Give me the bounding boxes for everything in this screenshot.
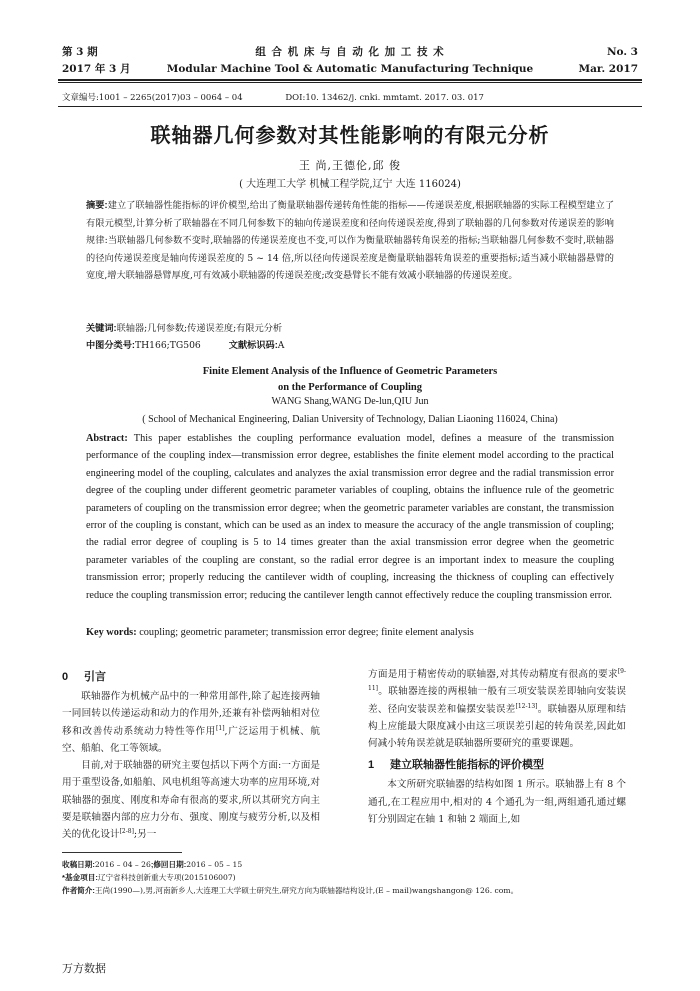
received-label: 收稿日期: — [62, 860, 95, 869]
journal-name-cn: 组 合 机 床 与 自 动 化 加 工 技 术 — [255, 46, 445, 58]
doi: DOI:10. 13462/j. cnki. mmtamt. 2017. 03. 017 — [285, 93, 484, 103]
intro-p3-text-end: 。联轴器从原理和结构上应能最大限度减小由这三项误差引起的转角误差,因此如何减小转角误差就是联轴器所要研究的重要课题。 — [368, 703, 627, 750]
intro-p2-text-end: ;另一 — [133, 829, 157, 841]
issue-number-en: No. 3 — [606, 46, 638, 58]
keywords-cn — [86, 320, 614, 338]
received-date: 2016 – 04 – 26 — [94, 860, 151, 869]
footnote-fund — [62, 871, 642, 884]
body-column-left — [62, 666, 320, 844]
keywords-cn-text: 联轴器;几何参数;传递误差度;有限元分析 — [116, 323, 283, 334]
article-meta — [62, 91, 484, 103]
keywords-en — [86, 624, 614, 642]
fund-label: *基金项目: — [62, 873, 98, 882]
title-cn: 联轴器几何参数对其性能影响的有限元分析 — [150, 123, 550, 147]
intro-p3-text-mid: 。联轴器连接的两根轴一般有三项安装误差即轴向安装误差、径向安装误差和偏摆安装误差 — [368, 686, 626, 715]
section-0-number: 0 — [62, 671, 69, 683]
issue-number-cn: 第 3 期 — [62, 46, 98, 58]
intro-paragraph-2 — [62, 757, 320, 843]
authors-cn: 王 尚,王德伦,邱 俊 — [299, 159, 401, 172]
authors-en: WANG Shang,WANG De-lun,QIU Jun — [271, 396, 429, 407]
footnote-rule — [62, 852, 182, 853]
classification-cn — [86, 337, 614, 355]
meta-rule — [58, 106, 642, 107]
citation-1: [1] — [216, 724, 225, 732]
section-0-heading — [62, 666, 320, 688]
citation-9-11: [9-11] — [368, 667, 626, 693]
intro-p1-text-end: ,广泛运用于机械、航空、船舶、化工等领域。 — [62, 725, 320, 754]
keywords-en-text: coupling; geometric parameter; transmission error degree; finite element analysis — [139, 627, 474, 638]
intro-paragraph-3 — [368, 666, 626, 752]
title-en-line2: on the Performance of Coupling — [277, 382, 423, 393]
author-bio-text: 王尚(1990—),男,河南新乡人,大连理工大学硕士研究生,研究方向为联轴器结构设计,(E – mail)wangshangon@ 126. com。 — [94, 886, 519, 895]
abstract-cn — [86, 197, 614, 285]
abstract-en-text: This paper establishes the coupling performance evaluation model, defines a measure of the transmission performance of the coupling index—transmission error degree, establishes the finite element model according to the practical engineering model of the coupling, calculates and analyzes the axial transmission error degree and the radial transmission error degree of the coupling under different geometric parameter variables of coupling, obtains the influence rule of the geometric parameters of coupling on the transmission error degree; when the geometric parameter variables are constant, the transmission error of the coupling is constant, which can be used as an index to measure the accuracy of the angle transmission of coupling; the radial error degree of coupling is 5 to 14 times greater than the axial transmission error degree when the geometric parameter variables of the coupling are constant, so the radial error degree is an important index to measure the coupling transmission error; properly reducing the cantilever width of coupling, increasing the thickness of coupling can effectively reduce the coupling transmission error; reducing the cantilever length cannot effectively reduce the coupling transmission error. — [86, 433, 614, 601]
journal-issue-right — [578, 44, 638, 78]
footer-source: 万方数据 — [62, 963, 106, 975]
section-0-title: 引言 — [84, 671, 106, 683]
citation-2-8: [2-8] — [119, 828, 134, 836]
section-1-number: 1 — [368, 759, 375, 772]
abstract-cn-label: 摘要: — [86, 200, 108, 210]
class-label: 中图分类号: — [86, 340, 135, 350]
author-bio-label: 作者简介: — [62, 886, 95, 895]
keywords-cn-label: 关键词: — [86, 323, 117, 333]
intro-p3-text: 方面是用于精密传动的联轴器,对其传动精度有很高的要求 — [368, 669, 618, 680]
section-1-title: 建立联轴器性能指标的评价模型 — [390, 759, 544, 772]
citation-12-13: [12-13] — [515, 702, 538, 710]
doc-code-label: 文献标识码: — [228, 340, 278, 350]
abstract-en — [86, 430, 614, 604]
issue-date-en: Mar. 2017 — [578, 63, 638, 75]
intro-paragraph-1 — [62, 688, 320, 757]
affiliation-en: ( School of Mechanical Engineering, Dalian University of Technology, Dalian Liaoning 116024, China) — [142, 414, 558, 425]
section-1-heading — [368, 754, 626, 776]
header-rule-thick — [58, 79, 642, 81]
article-number: 文章编号:1001 – 2265(2017)03 – 0064 – 04 — [62, 93, 243, 103]
abstract-en-label: Abstract: — [86, 433, 128, 444]
section-1-paragraph-1: 本文所研究联轴器的结构如图 1 所示。联轴器上有 8 个通孔,在工程应用中,相对的 4 个通孔为一组,两组通孔通过螺钉分别固定在轴 1 和轴 2 端面上,如 — [368, 779, 626, 826]
issue-date-cn: 2017 年 3 月 — [62, 63, 131, 75]
footnote-author — [62, 884, 642, 897]
title-en — [0, 364, 700, 396]
revised-date: 2016 – 05 – 15 — [186, 860, 243, 869]
abstract-cn-text: 建立了联轴器性能指标的评价模型,给出了衡量联轴器传递转角性能的指标——传递误差度,根据联轴器的实际工程模型建立了有限元模型,计算分析了联轴器在不同几何参数下的轴向传递误差度和径向传递误差度,得到了联轴器的几何参数对传递误差的影响规律:当联轴器几何参数不变时,联轴器的传递误差度也不变,可以作为衡量联轴器转角误差的指标;当联轴器几何参数不变时,联轴器的径向传递误差度是轴向传递误差度的 5 ~ 14 倍,所以径向传递误差度是衡量联轴器转角误差的重要指标;适当减小联轴器悬臂的宽度,增大联轴器悬臂厚度,可有效减小联轴器的传递误差度;改变悬臂长不能有效减小联轴器的传递误差度。 — [86, 200, 615, 282]
body-column-right — [368, 666, 626, 828]
doc-code-value: A — [277, 340, 285, 351]
title-en-line1: Finite Element Analysis of the Influence of Geometric Parameters — [202, 366, 498, 377]
revised-label: ;修回日期: — [150, 860, 187, 869]
intro-p2-text: 目前,对于联轴器的研究主要包括以下两个方面:一方面是用于重型设备,如船舶、风电机组等高速大功率的应用环境,对联轴器的强度、刚度和寿命有很高的要求,所以其研究方向主要是联轴器内部的应力分布、强度、刚度与疲劳分析,以及相关的优化设计 — [62, 760, 320, 841]
footnote-received — [62, 858, 642, 871]
intro-p1-text: 联轴器作为机械产品中的一种常用部件,除了起连接两轴一同回转以传递运动和动力的作用外,还兼有补偿两轴相对位移和改善传动系统动力特性等作用 — [62, 691, 320, 737]
affiliation-cn: ( 大连理工大学 机械工程学院,辽宁 大连 116024) — [239, 179, 461, 190]
header-rule-thin — [58, 82, 642, 83]
class-value: TH166;TG506 — [135, 340, 201, 351]
fund-text: 辽宁省科技创新重大专项(2015106007) — [97, 873, 236, 882]
journal-name-en: Modular Machine Tool & Automatic Manufacturing Technique — [166, 63, 534, 75]
keywords-en-label: Key words: — [86, 627, 137, 638]
